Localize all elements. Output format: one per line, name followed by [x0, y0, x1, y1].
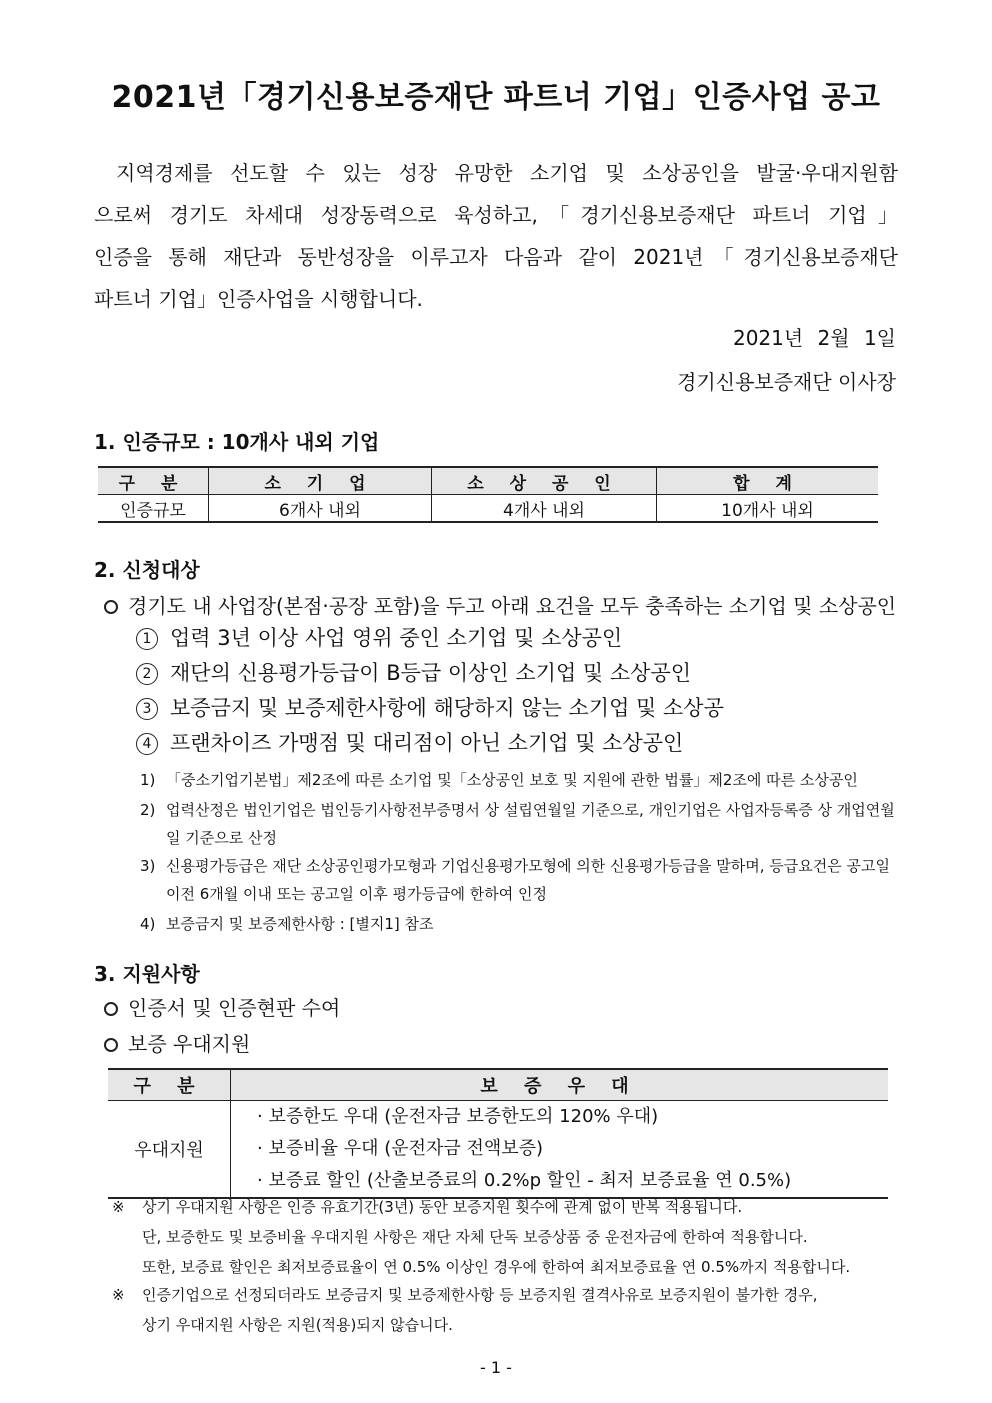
remark	[112, 1192, 898, 1282]
hollow-circle-icon	[104, 1002, 118, 1016]
section-heading: 2. 신청대상	[94, 558, 200, 582]
list-item-text: 업력 3년 이상 사업 영위 중인 소기업 및 소상공인	[170, 626, 623, 650]
intro-line: 파트너 기업」인증사업을 시행합니다.	[94, 287, 423, 311]
eligibility-bullet	[104, 590, 896, 619]
table-cell: 6개사 내외	[209, 495, 432, 523]
footnote-number: 2)	[140, 801, 156, 819]
remark-line: 또한, 보증료 할인은 최저보증료율이 연 0.5% 이상인 경우에 한하여 최저보증료율 연 0.5%까지 적용합니다.	[142, 1258, 851, 1276]
footnote-number: 4)	[140, 915, 156, 933]
reference-mark: ※	[112, 1286, 125, 1304]
remark-line: 상기 우대지원 사항은 지원(적용)되지 않습니다.	[142, 1316, 453, 1334]
certification-scale-table	[98, 466, 878, 523]
footnote-text: 업력산정은 법인기업은 법인등기사항전부증명서 상 설립연월일 기준으로, 개인기업은 사업자등록증 상 개업연월일 기준으로 산정	[166, 801, 895, 847]
footnote	[140, 910, 898, 938]
reference-mark: ※	[112, 1198, 125, 1216]
table-header-row	[108, 1069, 888, 1101]
intro-line: 지역경제를 선도할 수 있는 성장 유망한 소기업 및 소상공인을 발굴·우대지원함	[116, 161, 898, 185]
list-item	[136, 657, 691, 687]
bullet-text: 인증서 및 인증현판 수여	[128, 996, 341, 1020]
table-header-cell: 구 분	[98, 467, 209, 495]
support-bullet	[104, 1028, 250, 1057]
list-item	[136, 727, 683, 757]
benefit-item: · 보증료 할인 (산출보증료의 0.2%p 할인 - 최저 보증료율 연 0.5%)	[257, 1170, 792, 1191]
hollow-circle-icon	[104, 1038, 118, 1052]
remark-line: 단, 보증한도 및 보증비율 우대지원 사항은 재단 자체 단독 보증상품 중 운전자금에 한하여 적용합니다.	[142, 1228, 808, 1246]
table-cell: 10개사 내외	[657, 495, 879, 523]
table-header-cell: 보 증 우 대	[231, 1069, 889, 1101]
list-item	[136, 692, 724, 722]
section-heading: 1. 인증규모 : 10개사 내외 기업	[94, 430, 380, 454]
footnote	[140, 766, 898, 794]
table-cell: 우대지원	[108, 1101, 231, 1199]
list-item	[136, 622, 622, 652]
guarantee-benefit-table	[108, 1068, 888, 1199]
table-row	[108, 1101, 888, 1199]
list-item-text: 프랜차이즈 가맹점 및 대리점이 아닌 소기업 및 소상공인	[170, 731, 684, 755]
footnote-text: 신용평가등급은 재단 소상공인평가모형과 기업신용평가모형에 의한 신용평가등급을 말하며, 등급요건은 공고일 이전 6개월 이내 또는 공고일 이후 평가등급에 한하여 인정	[166, 857, 890, 903]
benefit-item: · 보증한도 우대 (운전자금 보증한도의 120% 우대)	[257, 1106, 659, 1127]
bullet-text: 경기도 내 사업장(본점·공장 포함)을 두고 아래 요건을 모두 충족하는 소기업 및 소상공인	[128, 594, 897, 618]
page-number: - 1 -	[480, 1358, 512, 1377]
footnote-number: 1)	[140, 771, 156, 789]
list-item-text: 재단의 신용평가등급이 B등급 이상인 소기업 및 소상공인	[170, 661, 692, 685]
table-header-cell: 소 기 업	[209, 467, 432, 495]
table-cell: 인증규모	[98, 495, 209, 523]
benefit-item: · 보증비율 우대 (운전자금 전액보증)	[257, 1138, 544, 1159]
remark-line: 인증기업으로 선정되더라도 보증금지 및 보증제한사항 등 보증지원 결격사유로 보증지원이 불가한 경우,	[142, 1286, 818, 1304]
section-heading: 3. 지원사항	[94, 962, 200, 986]
circled-number-icon: 1	[136, 628, 158, 650]
table-header-cell: 구 분	[108, 1069, 231, 1101]
remark	[112, 1280, 898, 1340]
bullet-text: 보증 우대지원	[128, 1032, 251, 1056]
footnote-text: 「중소기업기본법」제2조에 따른 소기업 및「소상공인 보호 및 지원에 관한 법률」제2조에 따른 소상공인	[166, 771, 858, 789]
announcement-date: 2021년 2월 1일	[732, 326, 896, 350]
intro-line: 으로써 경기도 차세대 성장동력으로 육성하고,「경기신용보증재단 파트너 기업」	[94, 203, 898, 227]
table-header-cell: 소 상 공 인	[432, 467, 657, 495]
table-cell	[231, 1101, 889, 1199]
table-cell: 4개사 내외	[432, 495, 657, 523]
remark-line: 상기 우대지원 사항은 인증 유효기간(3년) 동안 보증지원 횟수에 관계 없이 반복 적용됩니다.	[142, 1198, 743, 1216]
footnote-text: 보증금지 및 보증제한사항 : [별지1] 참조	[166, 915, 434, 933]
page-title: 2021년「경기신용보증재단 파트너 기업」인증사업 공고	[111, 80, 881, 115]
issuer: 경기신용보증재단 이사장	[677, 370, 896, 394]
footnote	[140, 852, 898, 908]
list-item-text: 보증금지 및 보증제한사항에 해당하지 않는 소기업 및 소상공	[170, 696, 724, 720]
intro-line: 인증을 통해 재단과 동반성장을 이루고자 다음과 같이 2021년「경기신용보증재단	[94, 245, 898, 269]
circled-number-icon: 4	[136, 733, 158, 755]
circled-number-icon: 2	[136, 663, 158, 685]
footnote-number: 3)	[140, 857, 156, 875]
table-row	[98, 495, 878, 523]
table-header-cell: 합 계	[657, 467, 879, 495]
table-header-row	[98, 467, 878, 495]
hollow-circle-icon	[104, 600, 118, 614]
footnote	[140, 796, 898, 852]
intro-paragraph	[94, 152, 898, 320]
circled-number-icon: 3	[136, 698, 158, 720]
support-bullet	[104, 992, 340, 1021]
